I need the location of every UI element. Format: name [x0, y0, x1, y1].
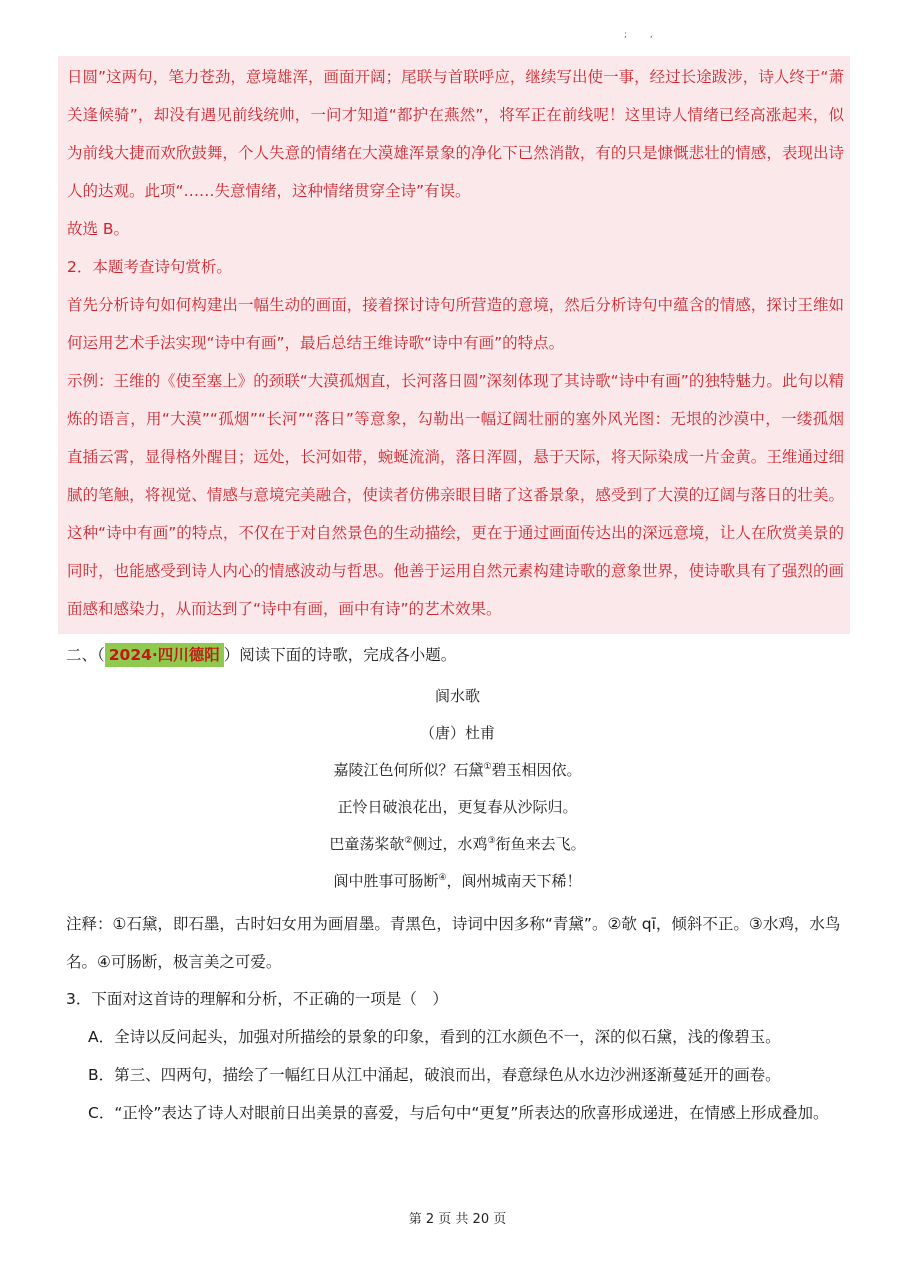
poem-title: 阆水歌 [434, 687, 480, 705]
page-footer: 第 2 页 共 20 页 [408, 1212, 507, 1227]
header-marks: ; , [624, 30, 663, 40]
footnote-marker: ④ [438, 873, 447, 883]
section-prefix: 二、（ [66, 646, 105, 664]
section-instruction: ）阅读下面的诗歌，完成各小题。 [223, 646, 457, 664]
answer-paragraph: 日圆”这两句，笔力苍劲，意境雄浑，画面开阔；尾联与首联呼应，继续写出使一事，经过长途跋涉，诗人终于“萧关逢候骑”，却没有遇见前线统帅，一问才知道“都护在燕然”，将军正在前线呢！这里诗人情绪已经高涨起来，似为前线大捷而欢欣鼓舞，个人失意的情绪在大漠雄浑景象的净化下已然消散，有的只是慷慨悲壮的情感，表现出诗人的达观。此项“……失意情绪，这种情绪贯穿全诗”有误。 [67, 68, 844, 200]
poem-notes: 注释：①石黛，即石墨，古时妇女用为画眉墨。青黑色，诗词中因多称“青黛”。②欹 qī，倾斜不正。③水鸡，水鸟名。④可肠断，极言美之可爱。 [66, 915, 841, 971]
footnote-marker: ① [483, 762, 492, 772]
poem-line: 巴童荡桨欹②侧过，水鸡③衔鱼来去飞。 [329, 835, 586, 853]
poem-line: 阆中胜事可肠断④，阆州城南天下稀！ [333, 872, 582, 890]
answer-paragraph: 首先分析诗句如何构建出一幅生动的画面，接着探讨诗句所营造的意境，然后分析诗句中蕴含的情感，探讨王维如何运用艺术手法实现“诗中有画”，最后总结王维诗歌“诗中有画”的特点。 [67, 296, 844, 352]
footnote-marker: ② [404, 836, 413, 846]
source-tag: 2024·四川德阳 [105, 643, 224, 667]
option-a: A．全诗以反问起头，加强对所描绘的景象的印象，看到的江水颜色不一，深的似石黛，浅的像碧玉。 [88, 1028, 781, 1046]
answer-subheading: 2．本题考查诗句赏析。 [67, 258, 232, 276]
answer-example: 示例：王维的《使至塞上》的颈联“大漠孤烟直，长河落日圆”深刻体现了其诗歌“诗中有画”的独特魅力。此句以精炼的语言，用“大漠”“孤烟”“长河”“落日”等意象，勾勒出一幅辽阔壮丽的塞外风光图：无垠的沙漠中，一缕孤烟直插云霄，显得格外醒目；远处，长河如带，蜿蜒流淌，落日浑圆，悬于天际，将天际染成一片金黄。王维通过细腻的笔触，将视觉、情感与意境完美融合，使读者仿佛亲眼目睹了这番景象，感受到了大漠的辽阔与落日的壮美。这种“诗中有画”的特点，不仅在于对自然景色的生动描绘，更在于通过画面传达出的深远意境，让人在欣赏美景的同时，也能感受到诗人内心的情感波动与哲思。他善于运用自然元素构建诗歌的意象世界，使诗歌具有了强烈的画面感和感染力，从而达到了“诗中有画，画中有诗”的艺术效果。 [67, 372, 844, 618]
poem-line: 正怜日破浪花出，更复春从沙际归。 [337, 798, 578, 816]
option-b: B．第三、四两句，描绘了一幅红日从江中涌起，破浪而出，春意绿色从水边沙洲逐渐蔓延开的画卷。 [88, 1066, 781, 1084]
answer-choice: 故选 B。 [67, 220, 130, 238]
poem [0, 678, 915, 900]
section-heading [66, 640, 856, 670]
poem-author: （唐）杜甫 [419, 724, 495, 742]
question-stem: 3．下面对这首诗的理解和分析，不正确的一项是（ ） [66, 990, 448, 1008]
question-3 [66, 980, 856, 1132]
footnote-marker: ③ [487, 836, 496, 846]
option-c: C．“正怜”表达了诗人对眼前日出美景的喜爱，与后句中“更复”所表达的欣喜形成递进，在情感上形成叠加。 [88, 1104, 829, 1122]
poem-line: 嘉陵江色何所似？石黛①碧玉相因依。 [333, 761, 582, 779]
answer-explanation-box [58, 56, 850, 634]
